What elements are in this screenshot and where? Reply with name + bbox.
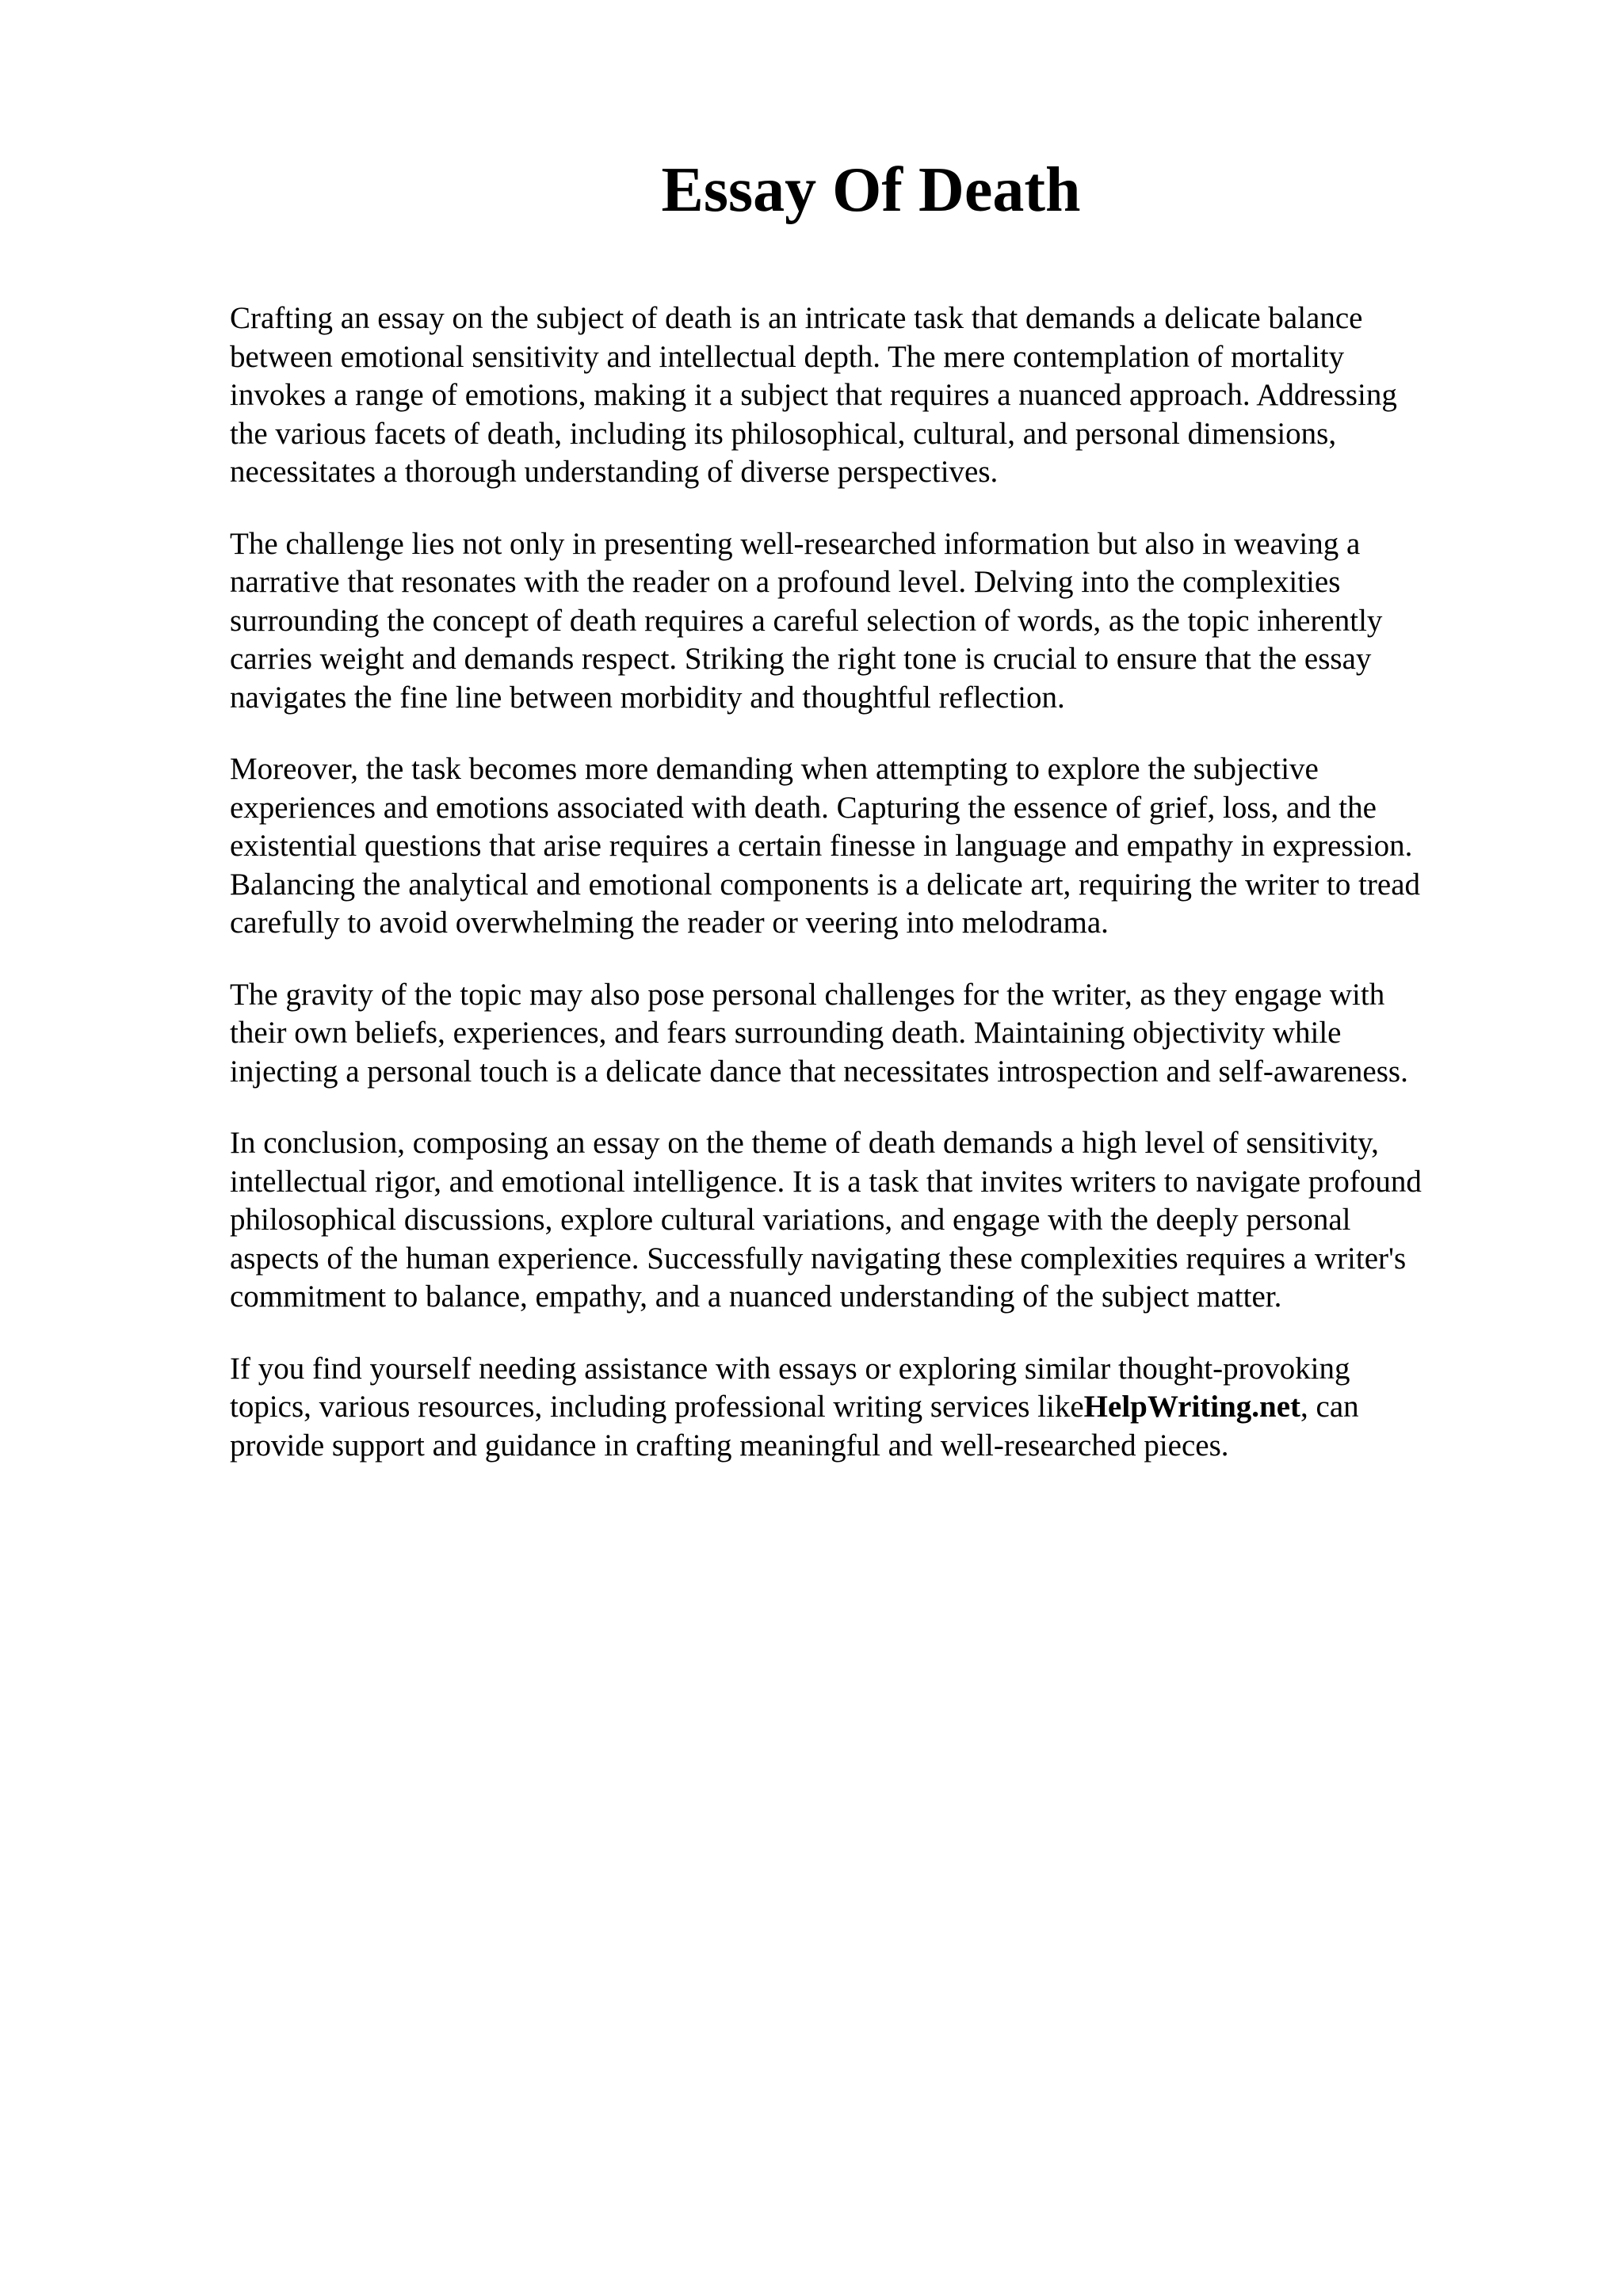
text-line: aspects of the human experience. Successfully navigating these complexities requires a writer's (230, 1241, 1407, 1276)
brand-link[interactable]: HelpWriting.net (1083, 1390, 1301, 1424)
text-line: provide support and guidance in crafting meaningful and well-researched pieces. (230, 1428, 1229, 1463)
text-line: The challenge lies not only in presenting well-researched information but also in weaving a (230, 526, 1361, 561)
text-line: existential questions that arise requires a certain finesse in language and empathy in expression. (230, 829, 1413, 863)
text-line: Balancing the analytical and emotional components is a delicate art, requiring the writer to tread (230, 867, 1421, 902)
text-line: injecting a personal touch is a delicate dance that necessitates introspection and self-awareness. (230, 1054, 1408, 1089)
paragraph-5 (230, 1124, 1498, 1317)
text-line: commitment to balance, empathy, and a nuanced understanding of the subject matter. (230, 1280, 1282, 1314)
paragraph-2 (230, 525, 1498, 718)
text-line: invokes a range of emotions, making it a subject that requires a nuanced approach. Addressing (230, 378, 1397, 412)
text-line: Crafting an essay on the subject of death is an intricate task that demands a delicate balance (230, 301, 1363, 335)
text-line: carries weight and demands respect. Striking the right tone is crucial to ensure that the essay (230, 642, 1372, 676)
text-line: If you find yourself needing assistance with essays or exploring similar thought-provoking (230, 1351, 1350, 1386)
text-line: between emotional sensitivity and intellectual depth. The mere contemplation of mortality (230, 339, 1345, 374)
text-line: intellectual rigor, and emotional intelligence. It is a task that invites writers to navigate profound (230, 1164, 1422, 1199)
text-line: philosophical discussions, explore cultural variations, and engage with the deeply personal (230, 1203, 1351, 1237)
text-line: necessitates a thorough understanding of diverse perspectives. (230, 455, 999, 489)
text-line: carefully to avoid overwhelming the reader or veering into melodrama. (230, 906, 1109, 940)
document-body (230, 299, 1498, 1498)
text-line: surrounding the concept of death requires a careful selection of words, as the topic inherently (230, 603, 1383, 638)
text-line: The gravity of the topic may also pose personal challenges for the writer, as they engage with (230, 977, 1385, 1012)
paragraph-4 (230, 976, 1498, 1092)
text-line-with-link (230, 1388, 1498, 1427)
text-line: In conclusion, composing an essay on the theme of death demands a high level of sensitivity, (230, 1126, 1379, 1160)
closing-text-after-brand: , can (1300, 1390, 1359, 1424)
text-line: their own beliefs, experiences, and fears surrounding death. Maintaining objectivity while (230, 1016, 1342, 1050)
paragraph-3 (230, 750, 1498, 943)
closing-text-before-brand: topics, various resources, including professional writing services like (230, 1390, 1084, 1424)
text-line: navigates the fine line between morbidity and thoughtful reflection. (230, 680, 1065, 715)
text-line: Moreover, the task becomes more demanding when attempting to explore the subjective (230, 752, 1319, 786)
text-line: narrative that resonates with the reader on a profound level. Delving into the complexities (230, 565, 1341, 599)
document-title: Essay Of Death (661, 155, 1081, 225)
text-line: the various facets of death, including its philosophical, cultural, and personal dimensions, (230, 416, 1337, 451)
closing-paragraph (230, 1350, 1498, 1466)
text-line: experiences and emotions associated with death. Capturing the essence of grief, loss, and the (230, 790, 1377, 825)
paragraph-1 (230, 299, 1498, 492)
